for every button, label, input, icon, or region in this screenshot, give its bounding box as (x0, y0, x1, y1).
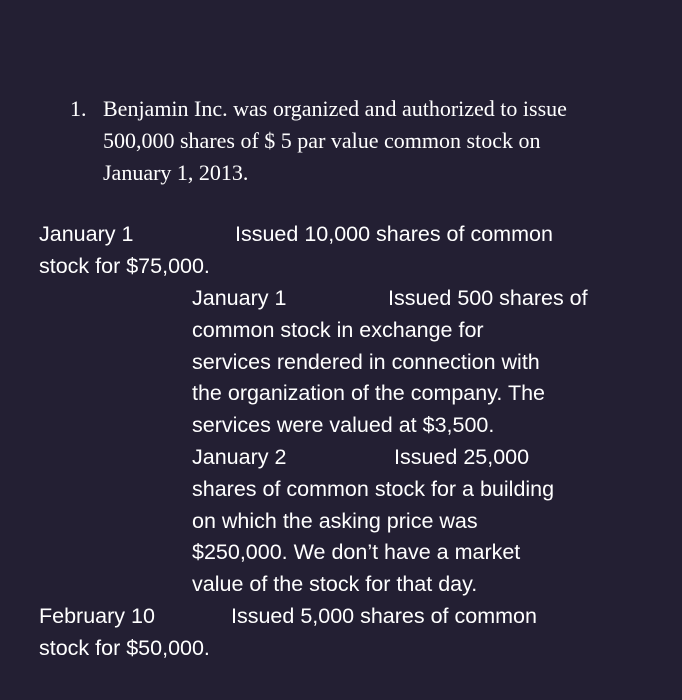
transaction-text: on which the asking price was (192, 508, 478, 533)
transaction-text: Issued 10,000 shares of common (235, 222, 553, 246)
problem-line-1: Benjamin Inc. was organized and authorized to issue (103, 96, 567, 121)
problem-statement (70, 93, 660, 189)
transaction-feb10-cash (39, 601, 659, 665)
transaction-text: Issued 500 shares of (388, 286, 588, 310)
problem-line-2: 500,000 shares of $ 5 par value common stock on (103, 128, 541, 153)
transaction-text: the organization of the company. The (192, 381, 545, 406)
transaction-text: common stock in exchange for (192, 317, 484, 342)
transaction-text: stock for $50,000. (39, 635, 210, 660)
transaction-text: Issued 5,000 shares of common (231, 604, 537, 628)
transaction-text: $250,000. We don’t have a market (192, 540, 521, 565)
transaction-group-indented (192, 283, 657, 601)
transaction-date: January 2 (192, 444, 287, 469)
transaction-date: February 10 (39, 604, 155, 628)
transaction-jan2-building (192, 442, 657, 601)
transaction-text: stock for $75,000. (39, 253, 210, 278)
transaction-text: Issued 25,000 (394, 444, 530, 469)
transaction-text: services were valued at $3,500. (192, 413, 495, 438)
transaction-text: value of the stock for that day. (192, 572, 478, 597)
problem-number: 1. (70, 96, 87, 121)
transaction-text: services rendered in connection with (192, 349, 540, 374)
problem-line-3: January 1, 2013. (103, 160, 249, 185)
transaction-jan1-cash (39, 219, 659, 283)
transaction-text: shares of common stock for a building (192, 476, 555, 501)
transaction-jan1-services (192, 283, 657, 442)
transaction-date: January 1 (39, 222, 134, 246)
transaction-date: January 1 (192, 286, 287, 310)
